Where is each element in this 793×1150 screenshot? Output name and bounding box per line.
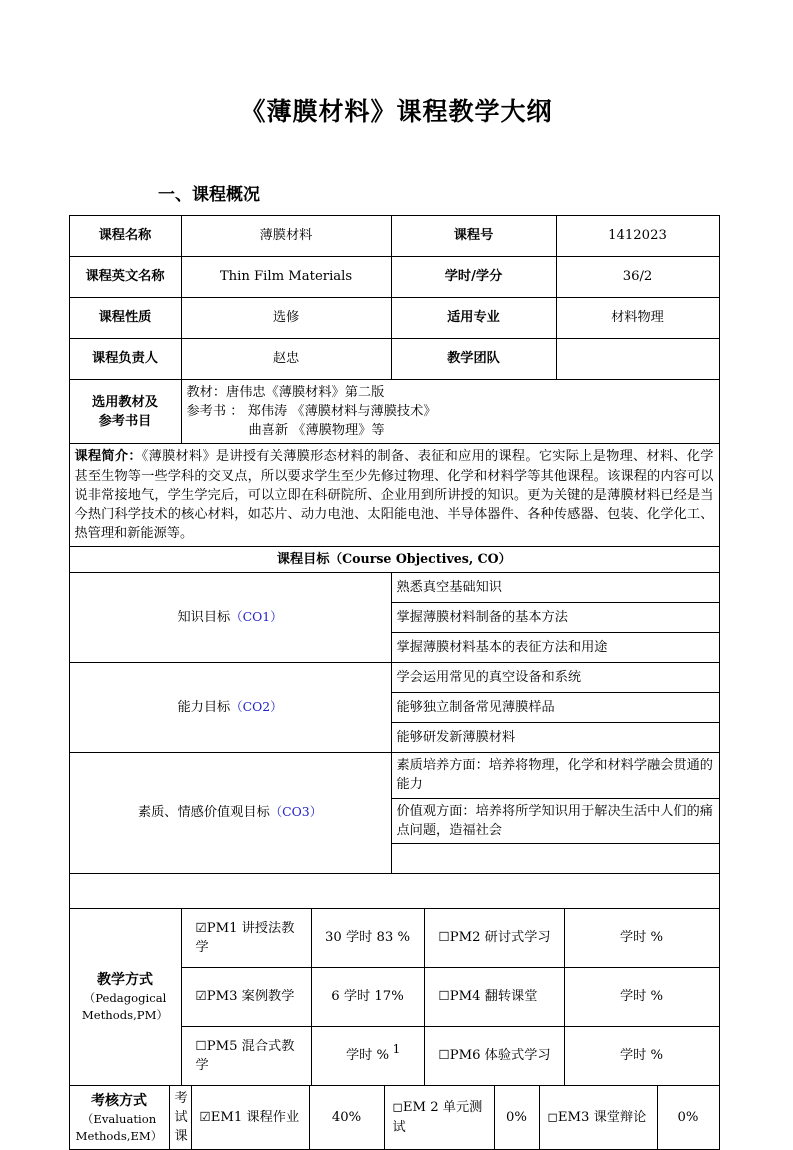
em2-checkbox-icon[interactable]: ◻ [392, 1099, 403, 1115]
pm5-checkbox-icon[interactable]: ☐ [195, 1037, 207, 1053]
em1-checkbox-icon[interactable]: ☑ [199, 1108, 211, 1124]
em1-option[interactable] [191, 1085, 309, 1149]
em3-checkbox-icon[interactable]: ◻ [547, 1108, 558, 1124]
co3-code: （CO3） [269, 804, 323, 820]
co3-item-1: 素质培养方面：培养将物理，化学和材料学融会贯通的能力 [391, 753, 719, 798]
text-course-introduction: 《薄膜材料》是讲授有关薄膜形态材料的制备、表征和应用的课程。它实际上是物理、材料、化学甚至生物等一些学科的交叉点，所以要求学生至少先修过物理、化学和材料学等其他课程。该课程的内容可以说非常接地气，学生学完后，可以立即在科研院所、企业用到所讲授的知识。更为关键的是薄膜材料已经是当今热门科学技术的核心材料，如芯片、动力电池、太阳能电池、半导体器件、各种传感器、包装、化学化工、热管理和新能源等。 [74, 449, 714, 541]
label-textbooks-line2: 参考书目 [98, 413, 152, 429]
pm-label-en-line1: （Pedagogical [83, 991, 167, 1006]
co-header-en: （Course Objectives, CO） [329, 551, 512, 567]
table-row-introduction [69, 444, 719, 547]
exam-type-char-3: 课 [174, 1129, 188, 1145]
co2-code: （CO2） [230, 699, 283, 715]
value-course-nature: 选修 [181, 298, 391, 339]
em-label-en-line2: Methods,EM） [75, 1128, 163, 1143]
em3-weight: 0% [657, 1085, 719, 1149]
table-row [69, 908, 719, 967]
em2-option[interactable] [384, 1085, 494, 1149]
em2-label: EM 2 单元测试 [392, 1100, 483, 1135]
co1-label-text: 知识目标 [177, 610, 231, 626]
label-textbooks-line1: 选用教材及 [92, 394, 158, 410]
co3-item-3 [391, 843, 719, 873]
co1-item-3: 掌握薄膜材料基本的表征方法和用途 [391, 633, 719, 663]
co1-item-2: 掌握薄膜材料制备的基本方法 [391, 603, 719, 633]
table-row-textbooks [69, 380, 719, 444]
course-objectives-header [69, 547, 719, 573]
section-heading-course-overview: 一、课程概况 [158, 185, 260, 205]
co1-item-1: 熟悉真空基础知识 [391, 573, 719, 603]
pm3-option[interactable] [181, 967, 311, 1026]
pm2-hours: 学时 % [564, 908, 719, 967]
label-course-nature: 课程性质 [69, 298, 181, 339]
pm1-checkbox-icon[interactable]: ☑ [195, 919, 207, 935]
co2-item-2: 能够独立制备常见薄膜样品 [391, 693, 719, 723]
co2-item-1: 学会运用常见的真空设备和系统 [391, 663, 719, 693]
pm-label-zh: 教学方式 [97, 971, 153, 988]
pedagogical-methods-table [69, 908, 720, 1086]
table-row [69, 1085, 719, 1149]
label-textbooks [69, 380, 181, 444]
co3-label [69, 753, 391, 874]
label-course-code: 课程号 [391, 216, 556, 257]
evaluation-methods-table [69, 1085, 720, 1150]
evaluation-methods-label [69, 1085, 169, 1149]
co1-code: （CO1） [230, 609, 283, 625]
em-label-zh: 考核方式 [91, 1092, 147, 1109]
pm5-label: PM5 混合式教学 [195, 1038, 295, 1073]
value-course-name: 薄膜材料 [181, 216, 391, 257]
co2-label [69, 663, 391, 753]
label-course-introduction: 课程简介： [74, 449, 142, 465]
value-course-leader: 赵忠 [181, 339, 391, 380]
label-course-leader: 课程负责人 [69, 339, 181, 380]
course-tables-container [67, 205, 727, 1150]
page-number: 1 [392, 1042, 401, 1056]
em1-label: EM1 课程作业 [210, 1109, 300, 1125]
label-teaching-team: 教学团队 [391, 339, 556, 380]
pedagogical-methods-label [69, 908, 181, 1085]
pm6-label: PM6 体验式学习 [449, 1048, 551, 1064]
pm4-checkbox-icon[interactable]: ☐ [438, 988, 450, 1004]
table-row [69, 298, 719, 339]
pm6-checkbox-icon[interactable]: ☐ [438, 1047, 450, 1063]
value-teaching-team [556, 339, 719, 380]
pm3-label: PM3 案例教学 [206, 989, 295, 1005]
table-row [69, 257, 719, 298]
em1-weight: 40% [309, 1085, 384, 1149]
pm5-hours: 学时 % [311, 1026, 424, 1085]
table-row [69, 573, 719, 603]
co3-item-2: 价值观方面：培养将所学知识用于解决生活中人们的痛点问题，造福社会 [391, 798, 719, 843]
em-label-en-line1: （Evaluation [81, 1111, 157, 1126]
pm4-option[interactable] [424, 967, 564, 1026]
exam-type-vertical-label [169, 1085, 191, 1149]
co-header-zh: 课程目标 [276, 552, 330, 568]
table-row [69, 216, 719, 257]
em2-weight: 0% [494, 1085, 539, 1149]
value-course-code: 1412023 [556, 216, 719, 257]
exam-type-char-1: 考 [174, 1090, 188, 1106]
co1-label [69, 573, 391, 663]
textbook-line-2: 参考书 ： 郑伟涛 《薄膜材料与薄膜技术》 [186, 404, 437, 420]
em3-label: EM3 课堂辩论 [557, 1109, 647, 1125]
table-row [69, 663, 719, 693]
co2-item-3: 能够研发新薄膜材料 [391, 723, 719, 753]
label-applicable-major: 适用专业 [391, 298, 556, 339]
pm1-option[interactable] [181, 908, 311, 967]
course-info-table [69, 215, 720, 909]
value-hours-credits: 36/2 [556, 257, 719, 298]
pm3-hours: 6 学时 17% [311, 967, 424, 1026]
co3-label-text: 素质、情感价值观目标 [137, 805, 270, 821]
em3-option[interactable] [539, 1085, 657, 1149]
pm6-hours: 学时 % [564, 1026, 719, 1085]
spacer-cell [69, 873, 719, 908]
textbook-line-3: 曲喜新 《薄膜物理》等 [248, 423, 385, 439]
label-course-name: 课程名称 [69, 216, 181, 257]
course-introduction [69, 444, 719, 547]
spacer-row [69, 873, 719, 908]
value-textbooks [181, 380, 719, 444]
course-objectives-header-row [69, 547, 719, 573]
pm-label-en-line2: Methods,PM） [81, 1007, 169, 1022]
table-row [69, 753, 719, 798]
exam-type-char-2: 试 [174, 1109, 188, 1125]
co2-label-text: 能力目标 [177, 700, 231, 716]
label-course-english-name: 课程英文名称 [69, 257, 181, 298]
pm4-label: PM4 翻转课堂 [449, 989, 538, 1005]
pm2-label: PM2 研讨式学习 [449, 930, 551, 946]
page-title: 《薄膜材料》课程教学大纲 [240, 97, 553, 126]
label-hours-credits: 学时/学分 [391, 257, 556, 298]
textbook-line-1: 教材：唐伟忠《薄膜材料》第二版 [186, 385, 385, 400]
pm1-hours: 30 学时 83 % [311, 908, 424, 967]
pm1-label: PM1 讲授法教学 [195, 920, 295, 955]
table-row [69, 339, 719, 380]
pm4-hours: 学时 % [564, 967, 719, 1026]
value-course-english-name: Thin Film Materials [181, 257, 391, 298]
pm3-checkbox-icon[interactable]: ☑ [195, 988, 207, 1004]
pm2-option[interactable] [424, 908, 564, 967]
value-applicable-major: 材料物理 [556, 298, 719, 339]
pm2-checkbox-icon[interactable]: ☐ [438, 929, 450, 945]
